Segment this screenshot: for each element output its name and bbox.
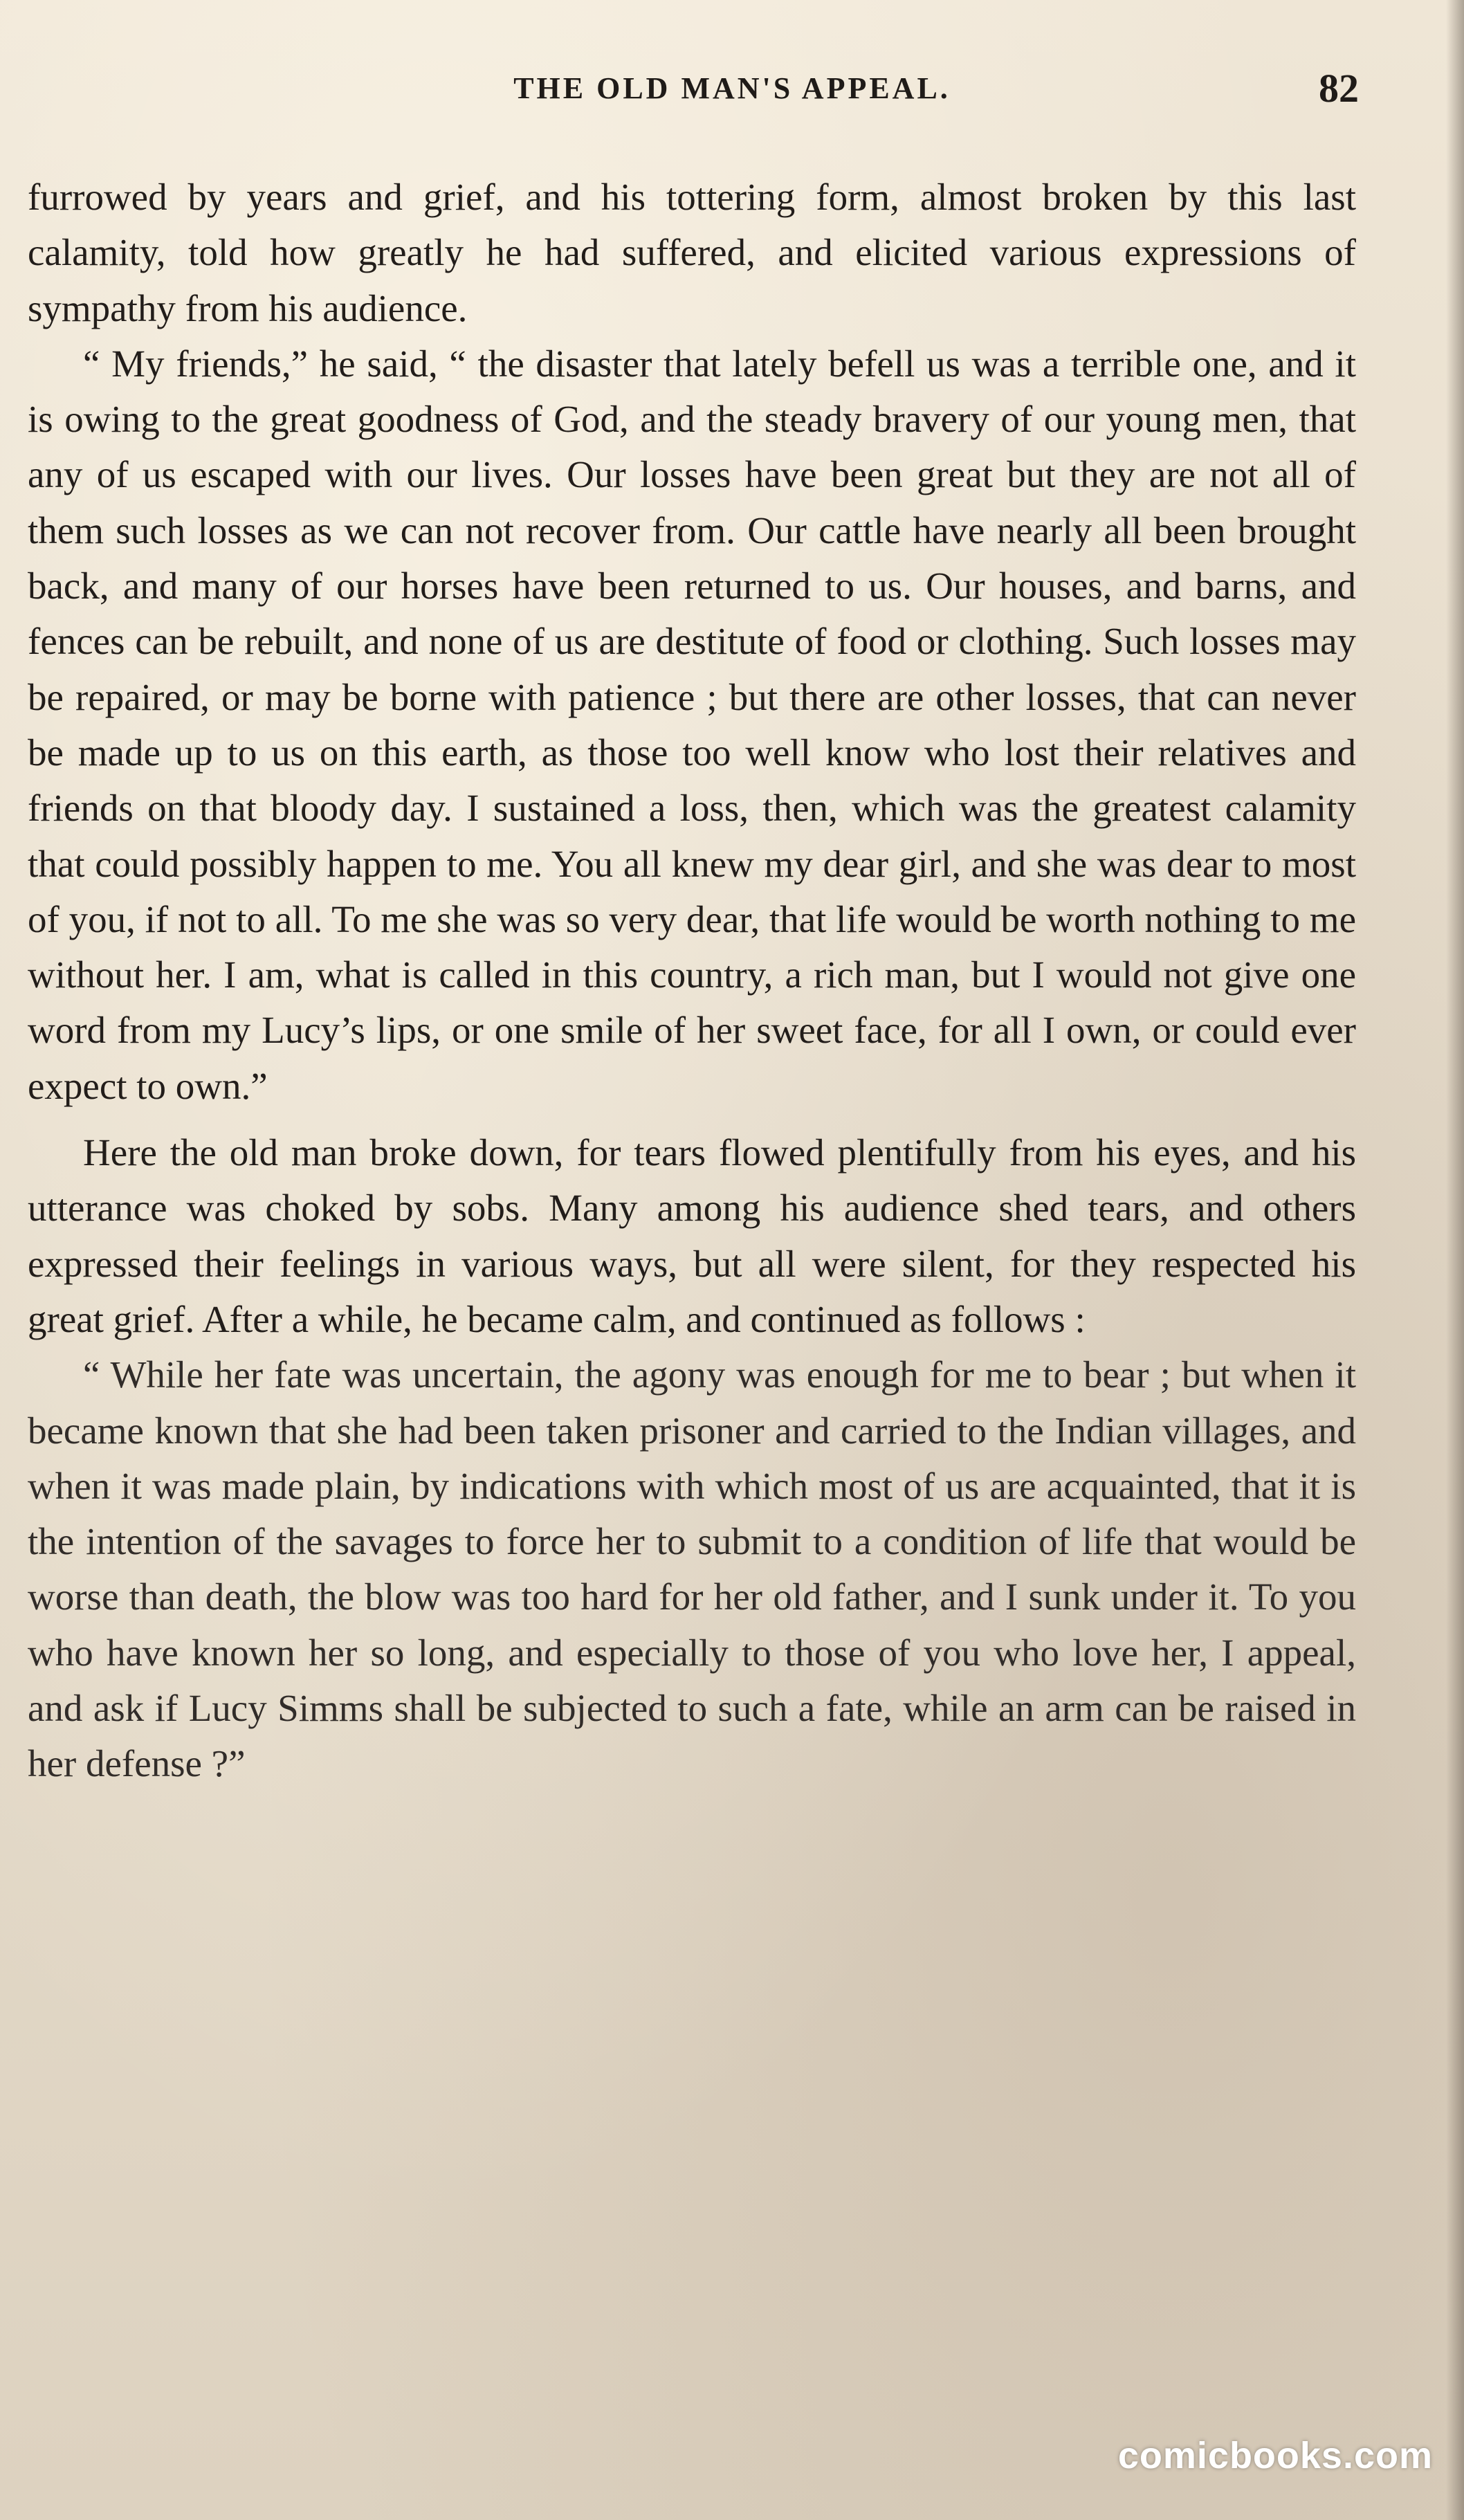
running-header xyxy=(0,66,1464,119)
paragraph-continued: furrowed by years and grief, and his tottering form, almost broken by this last calamity, told how greatly he had suffered, and elicited various expressions of sympathy from his audience. xyxy=(28,176,1356,329)
page-number: 82 xyxy=(1319,66,1359,111)
paragraph-speech-2: “ While her fate was uncertain, the agony was enough for me to bear ; but when it became known that she had been taken prisoner and carried to the Indian villages, and when it was made plain, by indications with which most of us are acquainted, that it is the intention of the savages to force her to submit to a condition of life that would be worse than death, the blow was too hard for her old father, and I sunk under it. To you who have known her so long, and especially to those of you who love her, I appeal, and ask if Lucy Simms shall be subjected to such a fate, while an arm can be raised in her defense ?” xyxy=(28,1353,1356,1785)
paragraph-narration: Here the old man broke down, for tears flowed plentifully from his eyes, and his utterance was choked by sobs. Many among his audience shed tears, and others expressed their feelings in various ways, but all were silent, for they respected his great grief. After a while, he became calm, and continued as follows : xyxy=(28,1131,1356,1340)
paragraph-speech-1: “ My friends,” he said, “ the disaster that lately befell us was a terrible one, and it is owing to the great goodness of God, and the steady bravery of our young men, that any of us escaped with our lives. Our losses have been great but they are not all of them such losses as we can not recover from. Our cattle have nearly all been brought back, and many of our horses have been returned to us. Our houses, and barns, and fences can be rebuilt, and none of us are destitute of food or clothing. Such losses may be repaired, or may be borne with patience ; but there are other losses, that can never be made up to us on this earth, as those too well know who lost their relatives and friends on that bloody day. I sustained a loss, then, which was the greatest calamity that could possibly happen to me. You all knew my dear girl, and she was dear to most of you, if not to all. To me she was so very dear, that life would be worth nothing to me without her. I am, what is called in this country, a rich man, but I would not give one word from my Lucy’s lips, or one smile of her sweet face, for all I own, or could ever expect to own.” xyxy=(28,342,1356,1107)
running-title: THE OLD MAN'S APPEAL. xyxy=(513,71,951,105)
body-text xyxy=(28,170,1356,1792)
site-watermark: comicbooks.com xyxy=(1117,2435,1433,2476)
page-edge-shadow xyxy=(1446,0,1464,2520)
